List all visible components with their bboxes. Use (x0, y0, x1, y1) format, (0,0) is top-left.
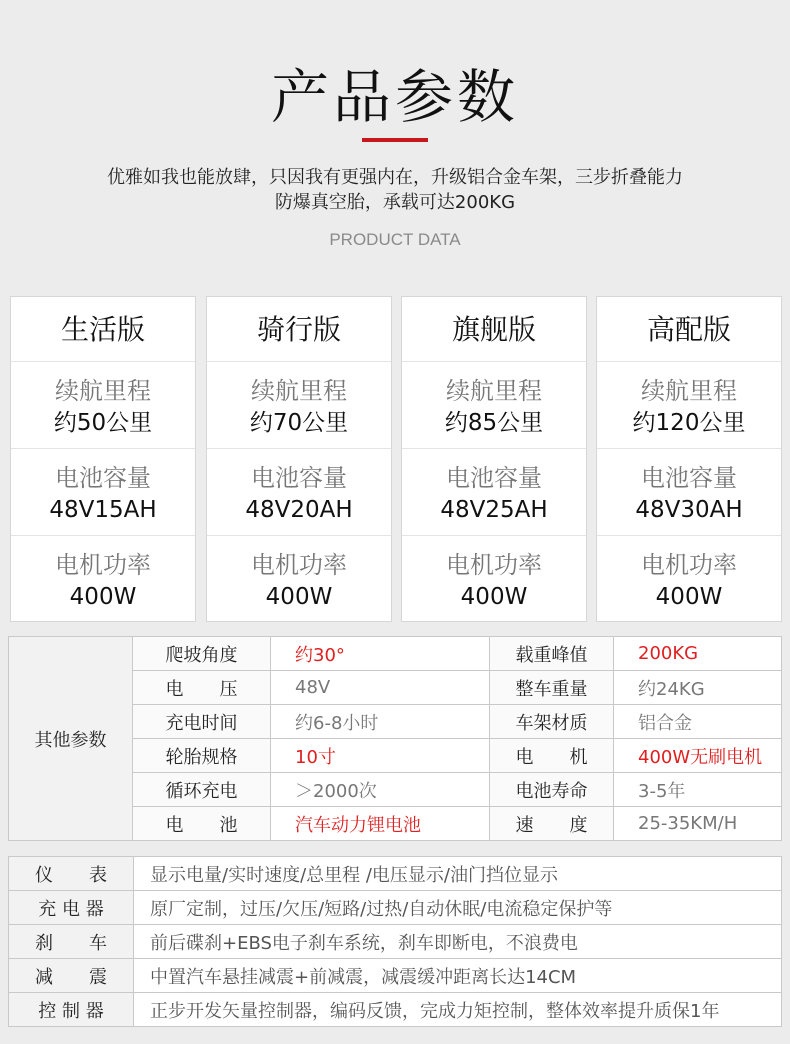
spec-label: 电机功率 (251, 551, 347, 579)
spec-value: 约85公里 (444, 410, 544, 436)
spec-battery (402, 449, 586, 536)
table-row (9, 959, 782, 993)
other-params-heading: 其他参数 (9, 637, 133, 841)
version-name: 旗舰版 (402, 297, 586, 362)
spec-label: 电机功率 (641, 551, 737, 579)
version-name: 高配版 (597, 297, 781, 362)
spec-range (402, 362, 586, 449)
spec-value: 约120公里 (632, 410, 746, 436)
spec-label: 续航里程 (446, 377, 542, 405)
version-card-premium (596, 296, 782, 622)
feature-key: 仪 表 (9, 857, 134, 891)
table-row (9, 925, 782, 959)
page-title: 产品参数 (270, 63, 519, 131)
spec-value: 约50公里 (53, 410, 153, 436)
param-key: 速 度 (490, 807, 614, 841)
feature-key: 减 震 (9, 959, 134, 993)
table-row (9, 857, 782, 891)
spec-value: 48V25AH (440, 497, 548, 523)
spec-label: 电机功率 (55, 551, 151, 579)
feature-key: 充 电 器 (9, 891, 134, 925)
spec-motor (11, 536, 195, 622)
param-value: 200KG (614, 637, 782, 671)
param-value: 48V (271, 671, 490, 705)
param-key: 电池寿命 (490, 773, 614, 807)
spec-value: 48V15AH (49, 497, 157, 523)
spec-motor (402, 536, 586, 622)
param-value: 10寸 (271, 739, 490, 773)
param-key: 电 机 (490, 739, 614, 773)
page-subtitle (0, 165, 790, 215)
other-params-table (8, 636, 782, 841)
version-name: 骑行版 (207, 297, 391, 362)
spec-label: 电池容量 (251, 464, 347, 492)
feature-key: 控 制 器 (9, 993, 134, 1027)
param-key: 电 压 (133, 671, 271, 705)
title-underline (362, 138, 428, 142)
param-key: 车架材质 (490, 705, 614, 739)
param-value: 3-5年 (614, 773, 782, 807)
spec-label: 续航里程 (251, 377, 347, 405)
feature-value: 显示电量/实时速度/总里程 /电压显示/油门挡位显示 (134, 857, 782, 891)
spec-label: 电池容量 (55, 464, 151, 492)
version-card-life (10, 296, 196, 622)
spec-value: 48V20AH (245, 497, 353, 523)
param-key: 整车重量 (490, 671, 614, 705)
feature-value: 正步开发矢量控制器，编码反馈，完成力矩控制，整体效率提升质保1年 (134, 993, 782, 1027)
param-key: 轮胎规格 (133, 739, 271, 773)
feature-value: 中置汽车悬挂减震+前减震，减震缓冲距离长达14CM (134, 959, 782, 993)
spec-value: 400W (265, 584, 333, 610)
feature-value: 前后碟刹+EBS电子刹车系统，刹车即断电，不浪费电 (134, 925, 782, 959)
feature-value: 原厂定制，过压/欠压/短路/过热/自动休眠/电流稳定保护等 (134, 891, 782, 925)
spec-value: 400W (69, 584, 137, 610)
version-card-flagship (401, 296, 587, 622)
features-table (8, 856, 782, 1027)
spec-battery (597, 449, 781, 536)
param-key: 充电时间 (133, 705, 271, 739)
param-value: 约6-8小时 (271, 705, 490, 739)
spec-label: 电池容量 (446, 464, 542, 492)
param-value: ＞2000次 (271, 773, 490, 807)
param-value: 铝合金 (614, 705, 782, 739)
spec-label: 电机功率 (446, 551, 542, 579)
english-heading: PRODUCT DATA (329, 230, 461, 249)
spec-motor (207, 536, 391, 622)
param-key: 循环充电 (133, 773, 271, 807)
spec-range (207, 362, 391, 449)
param-value: 25-35KM/H (614, 807, 782, 841)
version-card-riding (206, 296, 392, 622)
version-name: 生活版 (11, 297, 195, 362)
param-value: 400W无刷电机 (614, 739, 782, 773)
spec-value: 400W (460, 584, 528, 610)
spec-label: 电池容量 (641, 464, 737, 492)
param-key: 爬坡角度 (133, 637, 271, 671)
table-row (9, 993, 782, 1027)
spec-value: 400W (655, 584, 723, 610)
subtitle-line-1: 优雅如我也能放肆，只因我有更强内在，升级铝合金车架，三步折叠能力 (107, 167, 683, 188)
spec-label: 续航里程 (55, 377, 151, 405)
table-row (9, 891, 782, 925)
spec-label: 续航里程 (641, 377, 737, 405)
spec-motor (597, 536, 781, 622)
feature-key: 刹 车 (9, 925, 134, 959)
spec-battery (207, 449, 391, 536)
spec-value: 48V30AH (635, 497, 743, 523)
param-key: 电 池 (133, 807, 271, 841)
table-row (9, 637, 782, 671)
param-value: 约30° (271, 637, 490, 671)
spec-value: 约70公里 (249, 410, 349, 436)
param-value: 约24KG (614, 671, 782, 705)
spec-range (597, 362, 781, 449)
spec-range (11, 362, 195, 449)
spec-battery (11, 449, 195, 536)
param-key: 载重峰值 (490, 637, 614, 671)
subtitle-line-2: 防爆真空胎，承载可达200KG (274, 192, 516, 213)
param-value: 汽车动力锂电池 (271, 807, 490, 841)
